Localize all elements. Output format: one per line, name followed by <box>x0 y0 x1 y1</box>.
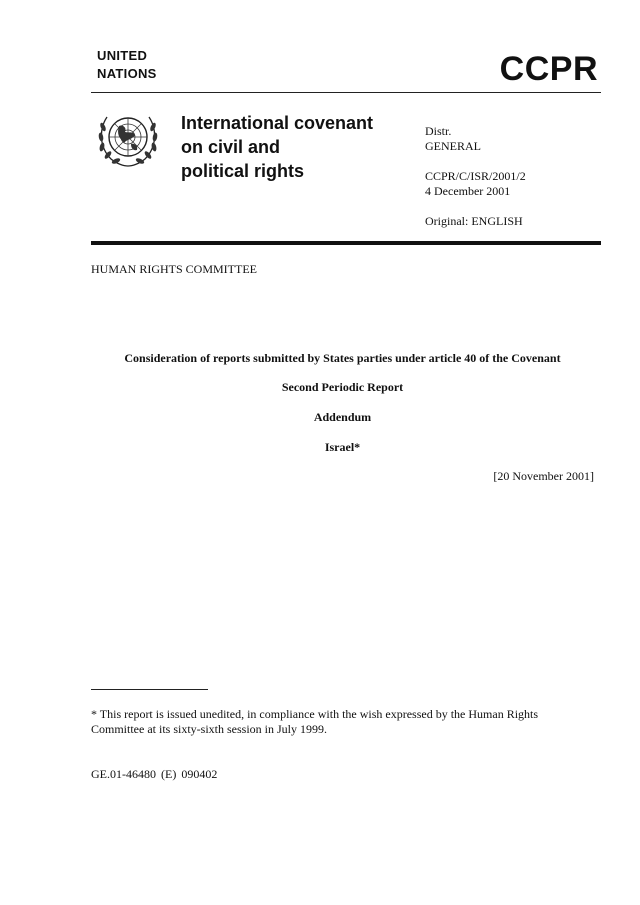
org-name-line2: NATIONS <box>97 66 157 81</box>
footnote-line2: Committee at its sixty-sixth session in July 1999. <box>91 722 328 736</box>
original-language: Original: ENGLISH <box>425 214 523 228</box>
title-line2: on civil and <box>181 137 281 157</box>
received-date: [20 November 2001] <box>493 469 594 483</box>
distr-label: Distr. <box>425 124 452 138</box>
addendum-label: Addendum <box>313 410 372 424</box>
un-emblem-icon <box>97 109 159 167</box>
footnote <box>91 707 591 737</box>
distribution-info <box>425 124 526 229</box>
report-heading: Consideration of reports submitted by States parties under article 40 of the Covenant <box>124 351 561 365</box>
covenant-title <box>181 111 373 183</box>
org-name-line1: UNITED <box>97 48 148 63</box>
committee-name: HUMAN RIGHTS COMMITTEE <box>91 262 257 276</box>
header-rule <box>91 92 601 93</box>
distr-value: GENERAL <box>425 139 481 153</box>
title-line1: International covenant <box>181 113 374 133</box>
header-divider <box>91 241 601 245</box>
doc-symbol: CCPR/C/ISR/2001/2 <box>425 169 526 183</box>
organization-name <box>97 47 157 83</box>
report-subtitle: Second Periodic Report <box>281 380 404 394</box>
title-line3: political rights <box>181 161 305 181</box>
doc-date: 4 December 2001 <box>425 184 511 198</box>
footnote-line1: * This report is issued unedited, in compliance with the wish expressed by the Human Rights <box>91 707 539 721</box>
document-number: GE.01-46480 (E) 090402 <box>91 767 218 781</box>
document-symbol-large: CCPR <box>499 50 598 88</box>
footnote-rule <box>91 689 208 690</box>
country-name: Israel* <box>324 440 361 454</box>
